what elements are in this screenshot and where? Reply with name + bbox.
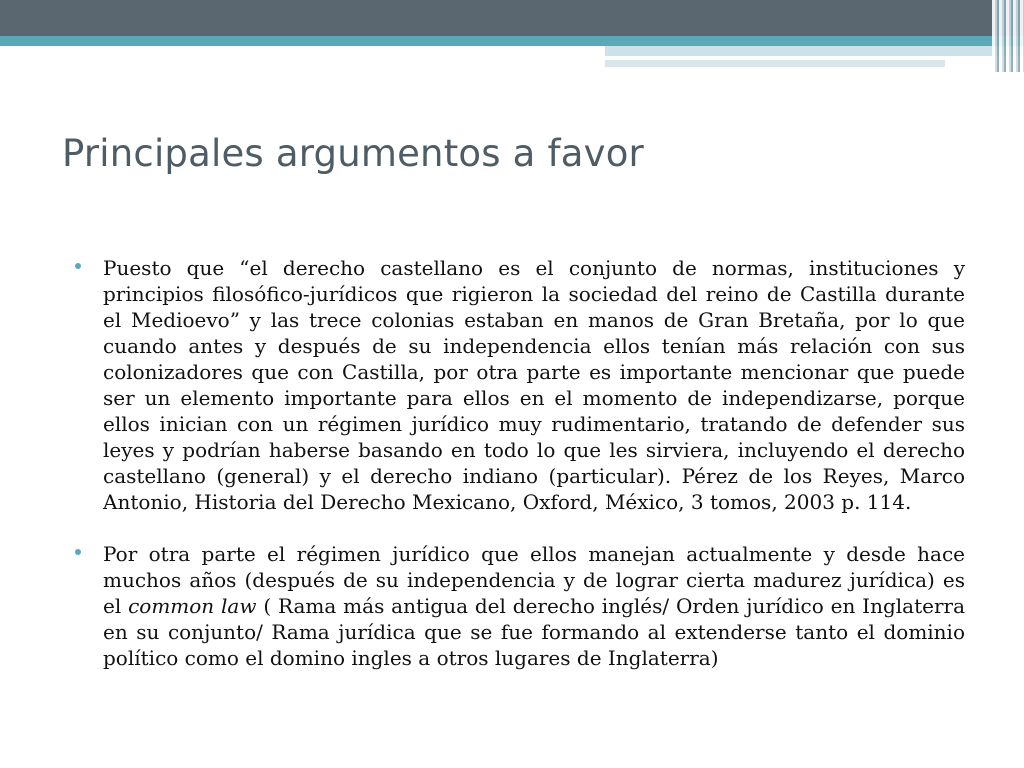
decorative-stripes [992,0,1024,72]
header-bar [0,0,1024,36]
bullet-item [75,255,965,515]
slide-title: Principales argumentos a favor [62,132,644,175]
bullet-text-italic: common law [128,594,257,618]
decorative-bar-secondary [605,60,945,67]
bullet-list [75,255,965,671]
bullet-item [75,541,965,671]
decorative-bar [605,46,1024,56]
bullet-text: Puesto que “el derecho castellano es el conjunto de normas, instituciones y principios filosófico-jurídicos que rigieron la sociedad del reino de Castilla durante el Medioevo” y las trece colonias estaban en manos de Gran Bretaña, por lo que cuando antes y después de su independencia ellos tenían más relación con sus colonizadores que con Castilla, por otra parte es importante mencionar que puede ser un elemento importante para ellos en el momento de independizarse, porque ellos inician con un régimen jurídico muy rudimentario, tratando de defender sus leyes y podrían haberse basando en todo lo que les sirviera, incluyendo el derecho castellano (general) y el derecho indiano (particular). Pérez de los Reyes, Marco Antonio, Historia del Derecho Mexicano, Oxford, México, 3 tomos, 2003 p. 114. [103,256,965,514]
bullet-icon [75,263,81,269]
bullet-text-end: ( Rama más antigua del derecho inglés/ Orden jurídico en Inglaterra en su conjunto/ Rama jurídica que se fue formando al extenderse tanto el dominio político como el domino ingles a otros lugares de Inglaterra) [103,594,965,670]
bullet-icon [75,549,81,555]
bullet-text-start: Por otra parte el régimen jurídico que ellos manejan actualmente y desde hace muchos años (después de su independencia y de lograr cierta madurez jurídica) es el [103,542,965,618]
accent-bar [0,36,1024,46]
